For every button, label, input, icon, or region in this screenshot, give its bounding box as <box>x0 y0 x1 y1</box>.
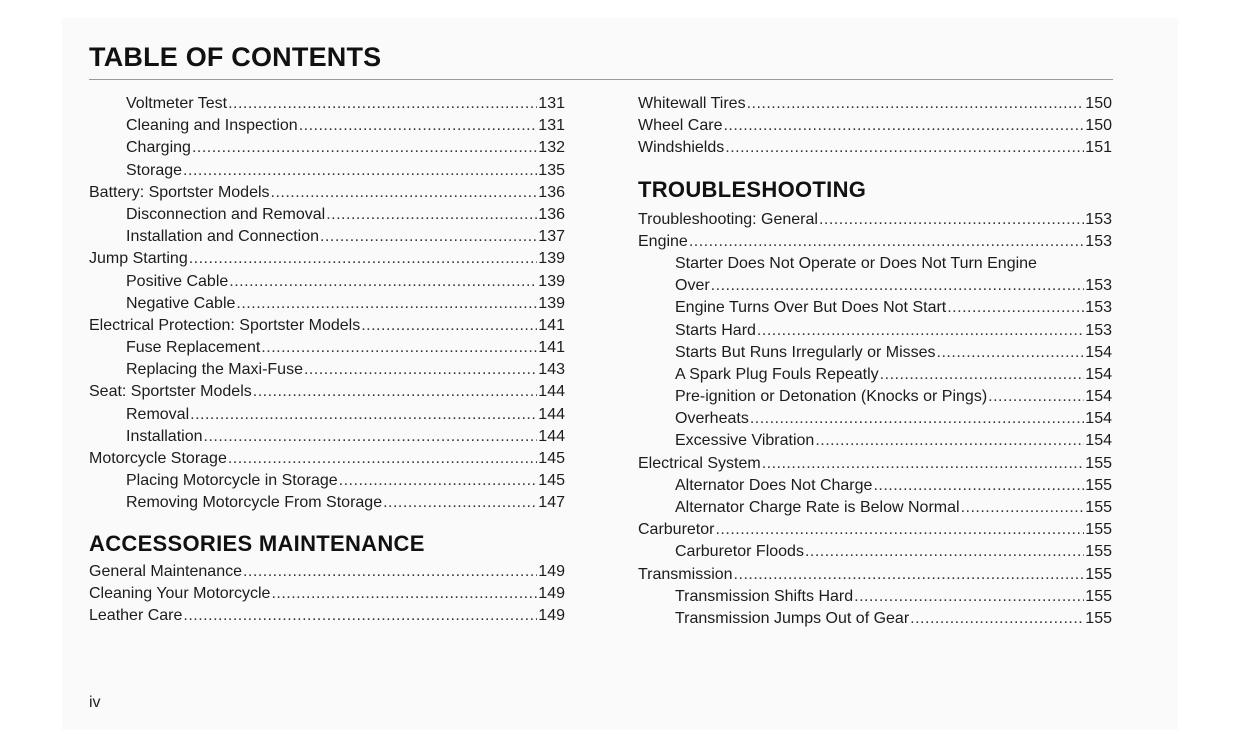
toc-entry[interactable] <box>89 226 565 248</box>
toc-entry-page: 145 <box>538 450 565 467</box>
dot-leader <box>183 605 537 627</box>
toc-entry-page: 155 <box>1085 609 1112 627</box>
dot-leader <box>715 519 1084 541</box>
toc-entry-label: Installation <box>126 427 203 445</box>
toc-entry-label: Wheel Care <box>638 117 723 135</box>
toc-entry-label: Jump Starting <box>89 250 188 268</box>
toc-entry-page: 136 <box>538 183 565 201</box>
toc-entry[interactable] <box>89 137 565 159</box>
toc-entry-page: 147 <box>538 494 565 512</box>
dot-leader <box>192 137 537 159</box>
toc-list <box>638 93 1112 160</box>
toc-entry-label: Windshields <box>638 139 725 157</box>
left-column <box>89 93 565 627</box>
toc-entry[interactable] <box>638 137 1112 159</box>
toc-entry-page: 154 <box>1085 388 1112 406</box>
toc-entry-label: Transmission Jumps Out of Gear <box>675 609 910 627</box>
toc-entry-page: 155 <box>1085 565 1112 583</box>
dot-leader <box>689 231 1084 253</box>
toc-entry-label: Charging <box>126 139 191 157</box>
dot-leader <box>320 226 537 248</box>
dot-leader <box>204 426 538 448</box>
toc-entry-page: 149 <box>538 606 565 624</box>
toc-entry-page: 150 <box>1085 117 1112 135</box>
dot-leader <box>361 315 537 337</box>
page-title: TABLE OF CONTENTS <box>89 42 382 72</box>
toc-entry-label: Alternator Charge Rate is Below Normal <box>675 499 960 516</box>
toc-entry-page: 154 <box>1085 365 1112 383</box>
toc-entry[interactable] <box>89 492 565 514</box>
toc-entry-page: 139 <box>538 250 565 268</box>
dot-leader <box>271 583 537 605</box>
toc-entry-page: 155 <box>1085 499 1112 516</box>
toc-entry[interactable] <box>638 275 1112 297</box>
toc-entry-label: Electrical System <box>638 454 761 472</box>
dot-leader <box>271 182 538 204</box>
toc-entry-page: 151 <box>1085 139 1112 157</box>
toc-entry[interactable] <box>638 342 1112 364</box>
toc-entry[interactable] <box>89 93 565 115</box>
dot-leader <box>304 359 537 381</box>
section-heading-accessories: ACCESSORIES MAINTENANCE <box>89 530 425 556</box>
toc-entry[interactable] <box>638 586 1112 608</box>
toc-entry[interactable] <box>89 448 565 470</box>
dot-leader <box>988 386 1084 408</box>
toc-entry[interactable] <box>638 297 1112 319</box>
dot-leader <box>880 364 1085 386</box>
toc-entry-label: Cleaning Your Motorcycle <box>89 584 271 602</box>
toc-entry-label: Engine <box>638 232 688 250</box>
toc-entry[interactable] <box>638 497 1112 519</box>
toc-entry[interactable] <box>638 253 1112 275</box>
toc-entry[interactable] <box>89 204 565 226</box>
toc-entry-page: 149 <box>538 584 565 602</box>
toc-entry-page: 139 <box>538 294 565 312</box>
toc-entry[interactable] <box>638 430 1112 452</box>
toc-list <box>638 209 1112 253</box>
dot-leader <box>253 381 538 403</box>
toc-entry-page: 131 <box>538 117 565 135</box>
toc-entry[interactable] <box>89 337 565 359</box>
toc-entry-label: Transmission Shifts Hard <box>675 587 854 605</box>
toc-entry-page: 155 <box>1085 543 1112 561</box>
dot-leader <box>236 293 537 315</box>
toc-entry-label: Seat: Sportster Models <box>89 383 252 401</box>
toc-entry[interactable] <box>89 248 565 270</box>
toc-entry-label: Alternator Does Not Charge <box>675 476 873 494</box>
title-rule <box>89 79 1113 80</box>
toc-entry-page: 154 <box>1085 410 1112 428</box>
dot-leader <box>228 448 537 470</box>
toc-entry-page: 153 <box>1085 321 1112 339</box>
toc-entry-page: 155 <box>1085 454 1112 472</box>
dot-leader <box>937 342 1085 364</box>
dot-leader <box>734 564 1085 586</box>
toc-entry[interactable] <box>638 408 1112 430</box>
dot-leader <box>947 297 1084 319</box>
toc-entry-page: 144 <box>538 427 565 445</box>
toc-entry[interactable] <box>89 271 565 293</box>
dot-leader <box>189 248 538 270</box>
toc-entry-label: Disconnection and Removal <box>126 205 326 223</box>
page-number: iv <box>89 694 101 711</box>
toc-entry[interactable] <box>638 231 1112 253</box>
toc-entry-page: 144 <box>538 405 565 423</box>
toc-entry-label: Removing Motorcycle From Storage <box>126 494 383 512</box>
toc-entry-page: 153 <box>1085 210 1112 228</box>
toc-entry-label: Engine Turns Over But Does Not Start <box>675 299 947 317</box>
toc-entry-label: Carburetor Floods <box>675 543 804 561</box>
toc-entry[interactable] <box>89 182 565 204</box>
toc-entry-label: Leather Care <box>89 606 183 624</box>
dot-leader <box>815 430 1084 452</box>
toc-entry-label: Electrical Protection: Sportster Models <box>89 316 361 334</box>
toc-entry-page: 154 <box>1085 432 1112 450</box>
dot-leader <box>711 275 1085 297</box>
toc-entry-page: 155 <box>1085 587 1112 605</box>
dot-leader <box>961 497 1085 519</box>
toc-entry-page: 137 <box>538 228 565 246</box>
toc-entry-page: 139 <box>538 272 565 290</box>
toc-entry-label: A Spark Plug Fouls Repeatly <box>675 365 879 383</box>
toc-entry-label: Fuse Replacement <box>126 339 261 357</box>
toc-list <box>89 561 565 628</box>
toc-entry-label: Starts But Runs Irregularly or Misses <box>675 343 936 361</box>
toc-entry[interactable] <box>89 160 565 182</box>
toc-entry-page: 141 <box>538 339 565 357</box>
toc-entry-label: Voltmeter Test <box>126 95 228 112</box>
toc-entry-label: Motorcycle Storage <box>89 450 227 467</box>
toc-entry-label: Starter Does Not Operate or Does Not Turn Engine <box>675 254 1037 272</box>
toc-entry-label: Whitewall Tires <box>638 95 746 112</box>
toc-entry[interactable] <box>89 426 565 448</box>
toc-entry-label: Excessive Vibration <box>675 432 815 450</box>
toc-entry-page: 155 <box>1085 476 1112 494</box>
toc-entry[interactable] <box>638 541 1112 563</box>
toc-entry-page: 132 <box>538 139 565 157</box>
toc-entry-page: 153 <box>1085 277 1112 295</box>
toc-entry-label: General Maintenance <box>89 562 242 580</box>
toc-entry-page: 131 <box>538 95 565 112</box>
toc-entry-label: Negative Cable <box>126 294 236 312</box>
toc-entry[interactable] <box>89 293 565 315</box>
toc-entry-page: 135 <box>538 161 565 179</box>
toc-entry[interactable] <box>638 453 1112 475</box>
toc-entry[interactable] <box>89 381 565 403</box>
dot-leader <box>243 561 537 583</box>
toc-entry-label: Troubleshooting: General <box>638 210 818 228</box>
dot-leader <box>873 475 1084 497</box>
dot-leader <box>383 492 537 514</box>
toc-entry[interactable] <box>638 608 1112 630</box>
toc-entry-label: Cleaning and Inspection <box>126 117 298 135</box>
toc-entry-page: 136 <box>538 205 565 223</box>
toc-entry[interactable] <box>89 404 565 426</box>
toc-entry-page: 145 <box>538 472 565 490</box>
toc-entry-label: Pre-ignition or Detonation (Knocks or Pings) <box>675 388 988 406</box>
toc-entry-label: Removal <box>126 405 190 423</box>
toc-entry-page: 150 <box>1085 95 1112 112</box>
toc-entry[interactable] <box>89 605 565 627</box>
dot-leader <box>190 404 537 426</box>
toc-entry[interactable] <box>638 320 1112 342</box>
dot-leader <box>339 470 538 492</box>
toc-entry-label: Storage <box>126 161 183 179</box>
toc-list <box>638 297 1112 630</box>
toc-entry-label: Transmission <box>638 565 733 583</box>
toc-entry-page: 143 <box>538 361 565 379</box>
toc-entry[interactable] <box>89 359 565 381</box>
toc-entry[interactable] <box>638 519 1112 541</box>
toc-entry-page: 149 <box>538 562 565 580</box>
toc-entry[interactable] <box>638 93 1112 115</box>
toc-list <box>89 93 565 515</box>
toc-entry-page: 155 <box>1085 521 1112 539</box>
dot-leader <box>757 320 1084 342</box>
dot-leader <box>750 408 1084 430</box>
toc-entry[interactable] <box>89 561 565 583</box>
toc-entry[interactable] <box>638 564 1112 586</box>
toc-entry-page: 153 <box>1085 299 1112 317</box>
toc-entry-label: Overheats <box>675 410 749 428</box>
toc-entry-label: Positive Cable <box>126 272 229 290</box>
dot-leader <box>805 541 1084 563</box>
toc-entry-page: 153 <box>1085 232 1112 250</box>
toc-entry-label: Over <box>675 277 710 295</box>
toc-entry-page: 154 <box>1085 343 1112 361</box>
toc-entry[interactable] <box>638 115 1112 137</box>
toc-entry[interactable] <box>89 583 565 605</box>
toc-entry-label: Replacing the Maxi-Fuse <box>126 361 303 379</box>
right-column <box>638 93 1112 630</box>
dot-leader <box>261 337 537 359</box>
dot-leader <box>854 586 1084 608</box>
toc-entry[interactable] <box>638 475 1112 497</box>
toc-entry-label: Installation and Connection <box>126 228 320 246</box>
toc-entry[interactable] <box>638 209 1112 231</box>
toc-entry-label: Battery: Sportster Models <box>89 183 270 201</box>
toc-entry[interactable] <box>89 470 565 492</box>
toc-entry-label: Starts Hard <box>675 321 756 339</box>
toc-entry-label: Carburetor <box>638 521 715 539</box>
dot-leader <box>228 93 537 115</box>
section-heading-troubleshooting: TROUBLESHOOTING <box>638 176 867 202</box>
toc-entry[interactable] <box>638 386 1112 408</box>
toc-entry[interactable] <box>89 115 565 137</box>
dot-leader <box>762 453 1085 475</box>
dot-leader <box>910 608 1084 630</box>
dot-leader <box>723 115 1084 137</box>
dot-leader <box>229 271 537 293</box>
toc-entry-page: 141 <box>538 316 565 334</box>
dot-leader <box>819 209 1084 231</box>
dot-leader <box>299 115 538 137</box>
toc-entry[interactable] <box>638 364 1112 386</box>
toc-entry-page: 144 <box>538 383 565 401</box>
toc-entry[interactable] <box>89 315 565 337</box>
dot-leader <box>747 93 1085 115</box>
toc-entry-label: Placing Motorcycle in Storage <box>126 472 338 490</box>
dot-leader <box>326 204 537 226</box>
dot-leader <box>183 160 537 182</box>
dot-leader <box>725 137 1084 159</box>
